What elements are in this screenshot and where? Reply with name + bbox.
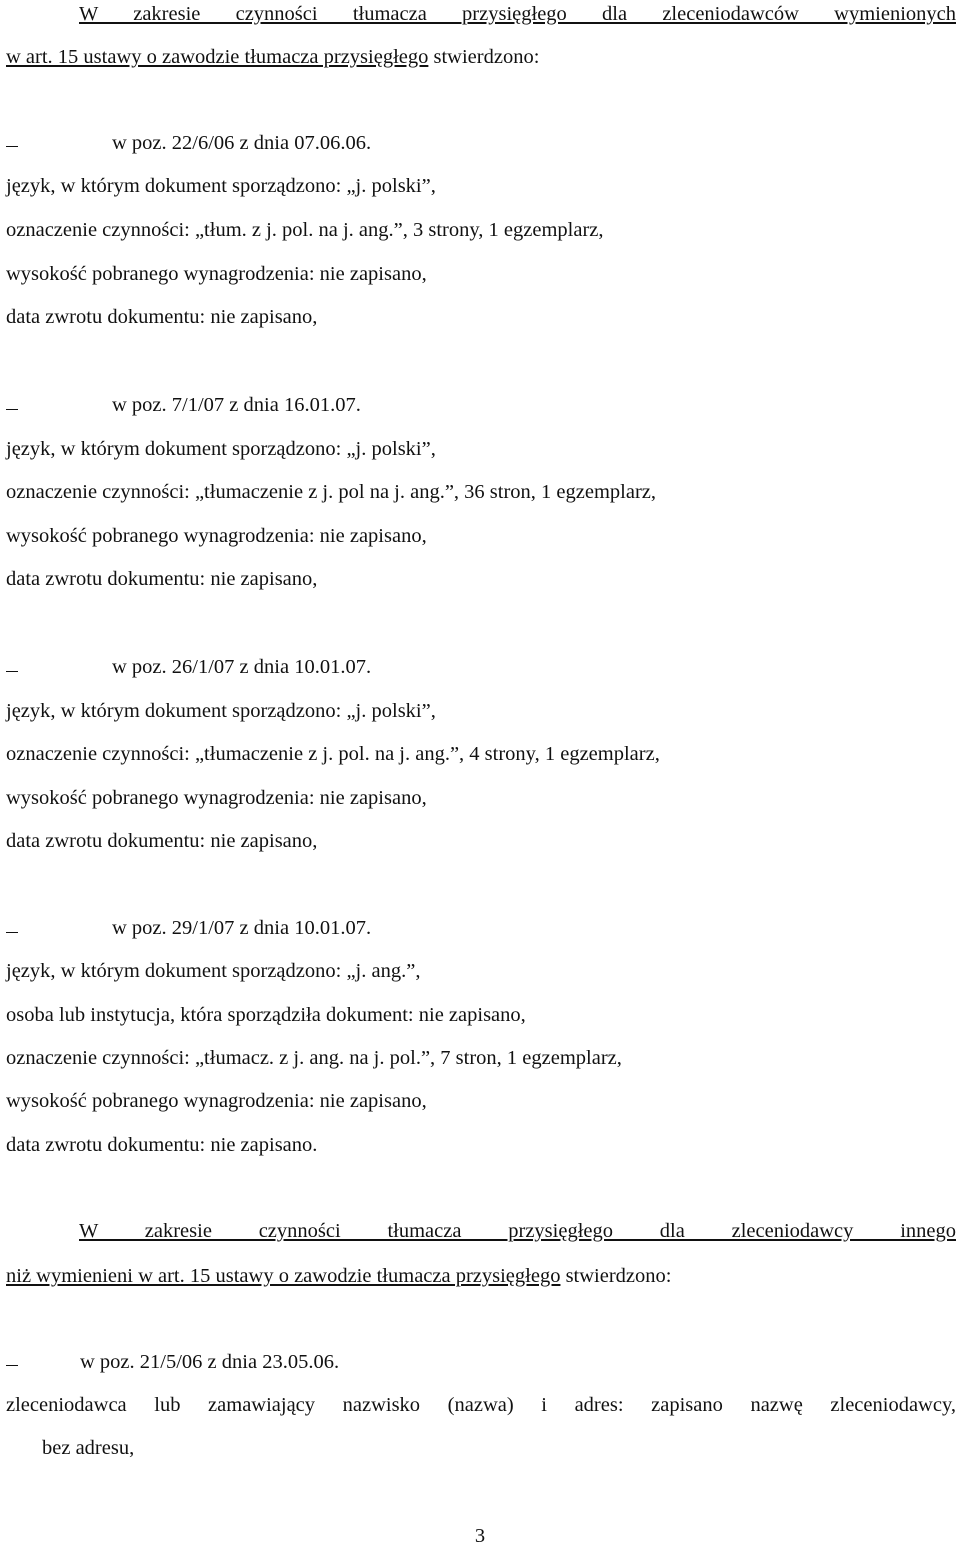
entry-b-head: w poz. 21/5/06 z dnia 23.05.06. [80,1351,340,1373]
section2-heading-tail: stwierdzono: [560,1265,672,1287]
section2-heading-line1 [6,1219,956,1243]
entry-4-activity: oznaczenie czynności: „tłumacz. z j. ang. na j. pol.”, 7 stron, 1 egzemplarz, [6,1047,622,1069]
entry-1-fee: wysokość pobranego wynagrodzenia: nie zapisano, [6,263,427,285]
entry-1-head: w poz. 22/6/06 z dnia 07.06.06. [112,132,372,154]
section2-heading-underlined-1: W zakresie czynności tłumacza przysięgłego dla zleceniodawcy innego [79,1220,956,1242]
entry-b-client: zleceniodawca lub zamawiający nazwisko (nazwa) i adres: zapisano nazwę zleceniodawcy, [6,1394,956,1416]
section1-heading-line1 [6,2,956,26]
entry-2-language: język, w którym dokument sporządzono: „j. polski”, [6,438,436,460]
section2-heading-underlined-2: niż wymienieni w art. 15 ustawy o zawodzie tłumacza przysięgłego [6,1265,561,1287]
list-dash [6,1365,18,1366]
list-dash [6,932,18,933]
entry-4-return-date: data zwrotu dokumentu: nie zapisano. [6,1134,318,1156]
entry-4-fee: wysokość pobranego wynagrodzenia: nie zapisano, [6,1090,427,1112]
entry-4-head: w poz. 29/1/07 z dnia 10.01.07. [112,917,372,939]
list-dash [6,671,18,672]
entry-3-fee: wysokość pobranego wynagrodzenia: nie zapisano, [6,787,427,809]
entry-3-activity: oznaczenie czynności: „tłumaczenie z j. pol. na j. ang.”, 4 strony, 1 egzemplarz, [6,743,660,765]
entry-2-fee: wysokość pobranego wynagrodzenia: nie zapisano, [6,525,427,547]
list-dash [6,146,18,147]
section1-heading-line2 [6,45,539,69]
entry-1-activity: oznaczenie czynności: „tłum. z j. pol. na j. ang.”, 3 strony, 1 egzemplarz, [6,219,604,241]
entry-1-return-date: data zwrotu dokumentu: nie zapisano, [6,306,318,328]
entry-2-activity: oznaczenie czynności: „tłumaczenie z j. pol na j. ang.”, 36 stron, 1 egzemplarz, [6,481,657,503]
section1-heading-tail: stwierdzono: [428,46,540,68]
entry-b-line2: bez adresu, [42,1437,135,1459]
entry-1-language: język, w którym dokument sporządzono: „j. polski”, [6,175,436,197]
section1-heading-underlined-1: W zakresie czynności tłumacza przysięgłego dla zleceniodawców wymienionych [79,3,956,25]
entry-2-head: w poz. 7/1/07 z dnia 16.01.07. [112,394,361,416]
section1-heading-underlined-2: w art. 15 ustawy o zawodzie tłumacza przysięgłego [6,46,429,68]
entry-3-head: w poz. 26/1/07 z dnia 10.01.07. [112,656,372,678]
section2-heading-line2 [6,1264,671,1288]
entry-b-line1 [6,1393,956,1417]
entry-4-author: osoba lub instytucja, która sporządziła dokument: nie zapisano, [6,1004,526,1026]
page-number: 3 [474,1525,486,1547]
entry-4-language: język, w którym dokument sporządzono: „j. ang.”, [6,960,421,982]
entry-3-return-date: data zwrotu dokumentu: nie zapisano, [6,830,318,852]
list-dash [6,409,18,410]
entry-2-return-date: data zwrotu dokumentu: nie zapisano, [6,568,318,590]
entry-3-language: język, w którym dokument sporządzono: „j. polski”, [6,700,436,722]
